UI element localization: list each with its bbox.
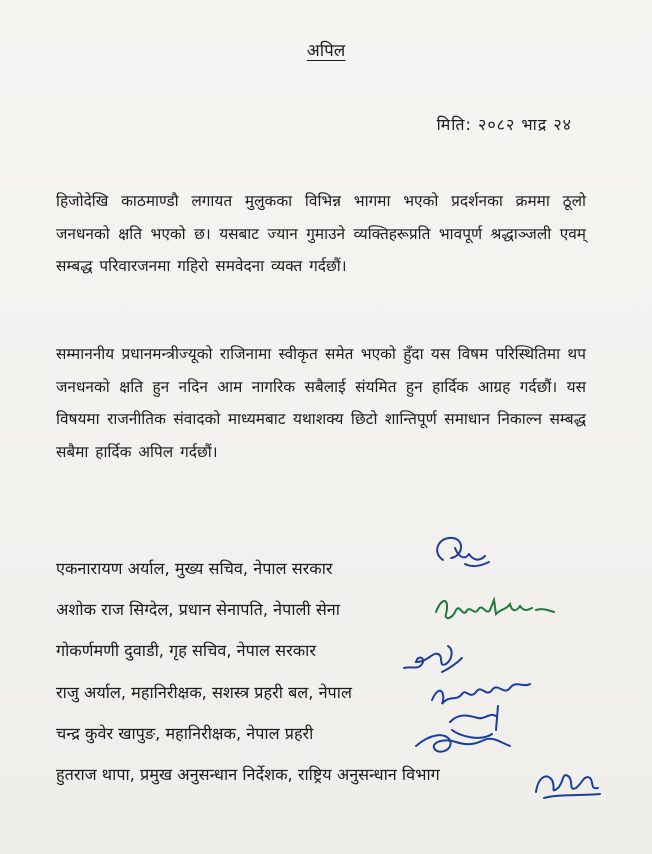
signature-1-icon: [425, 530, 495, 580]
document-date: मिति: २०८२ भाद्र २४: [436, 115, 572, 134]
signatory-army-chief: अशोक राज सिग्देल, प्रधान सेनापति, नेपाली सेना: [56, 600, 340, 620]
signatory-police-chief: चन्द्र कुवेर खापुङ, महानिरीक्षक, नेपाल प्रहरी: [56, 723, 314, 743]
signatory-apf-chief: राजु अर्याल, महानिरीक्षक, सशस्त्र प्रहरी बल, नेपाल: [56, 682, 352, 702]
signatory-nid-chief: हुतराज थापा, प्रमुख अनुसन्धान निर्देशक, राष्ट्रिय अनुसन्धान विभाग: [56, 764, 440, 784]
signature-2-icon: [432, 590, 562, 630]
title-text: अपिल: [306, 41, 346, 61]
paragraph-condolence: हिजोदेखि काठमाण्डौ लगायत मुलुकका विभिन्न भागमा भएको प्रदर्शनका क्रममा ठूलो जनधनको क्षति भएको छ। यसबाट ज्यान गुमाउने व्यक्तिहरूप्रति भावपूर्ण श्रद्धाञ्जली एवम् सम्बद्ध परिवारजनमा गहिरो समवेदना व्यक्त गर्दछौं।: [56, 192, 586, 275]
signatory-home-secretary: गोकर्णमणी दुवाडी, गृह सचिव, नेपाल सरकार: [56, 641, 316, 661]
signature-5-icon: [410, 720, 520, 770]
signature-6-icon: [528, 758, 608, 808]
signatory-chief-secretary: एकनारायण अर्याल, मुख्य सचिव, नेपाल सरकार: [56, 559, 333, 578]
paragraph-appeal: सम्माननीय प्रधानमन्त्रीज्यूको राजिनामा स्वीकृत समेत भएको हुँदा यस विषम परिस्थितिमा थप जनधनको क्षति हुन नदिन आम नागरिक सबैलाई संयमित हुन हार्दिक आग्रह गर्दछौं। यस विषयमा राजनीतिक संवादको माध्यमबाट यथाशक्य छिटो शान्तिपूर्ण समाधान निकाल्न सम्बद्ध सबैमा हार्दिक अपिल गर्दछौं।: [56, 345, 586, 461]
document-title: [0, 38, 652, 61]
